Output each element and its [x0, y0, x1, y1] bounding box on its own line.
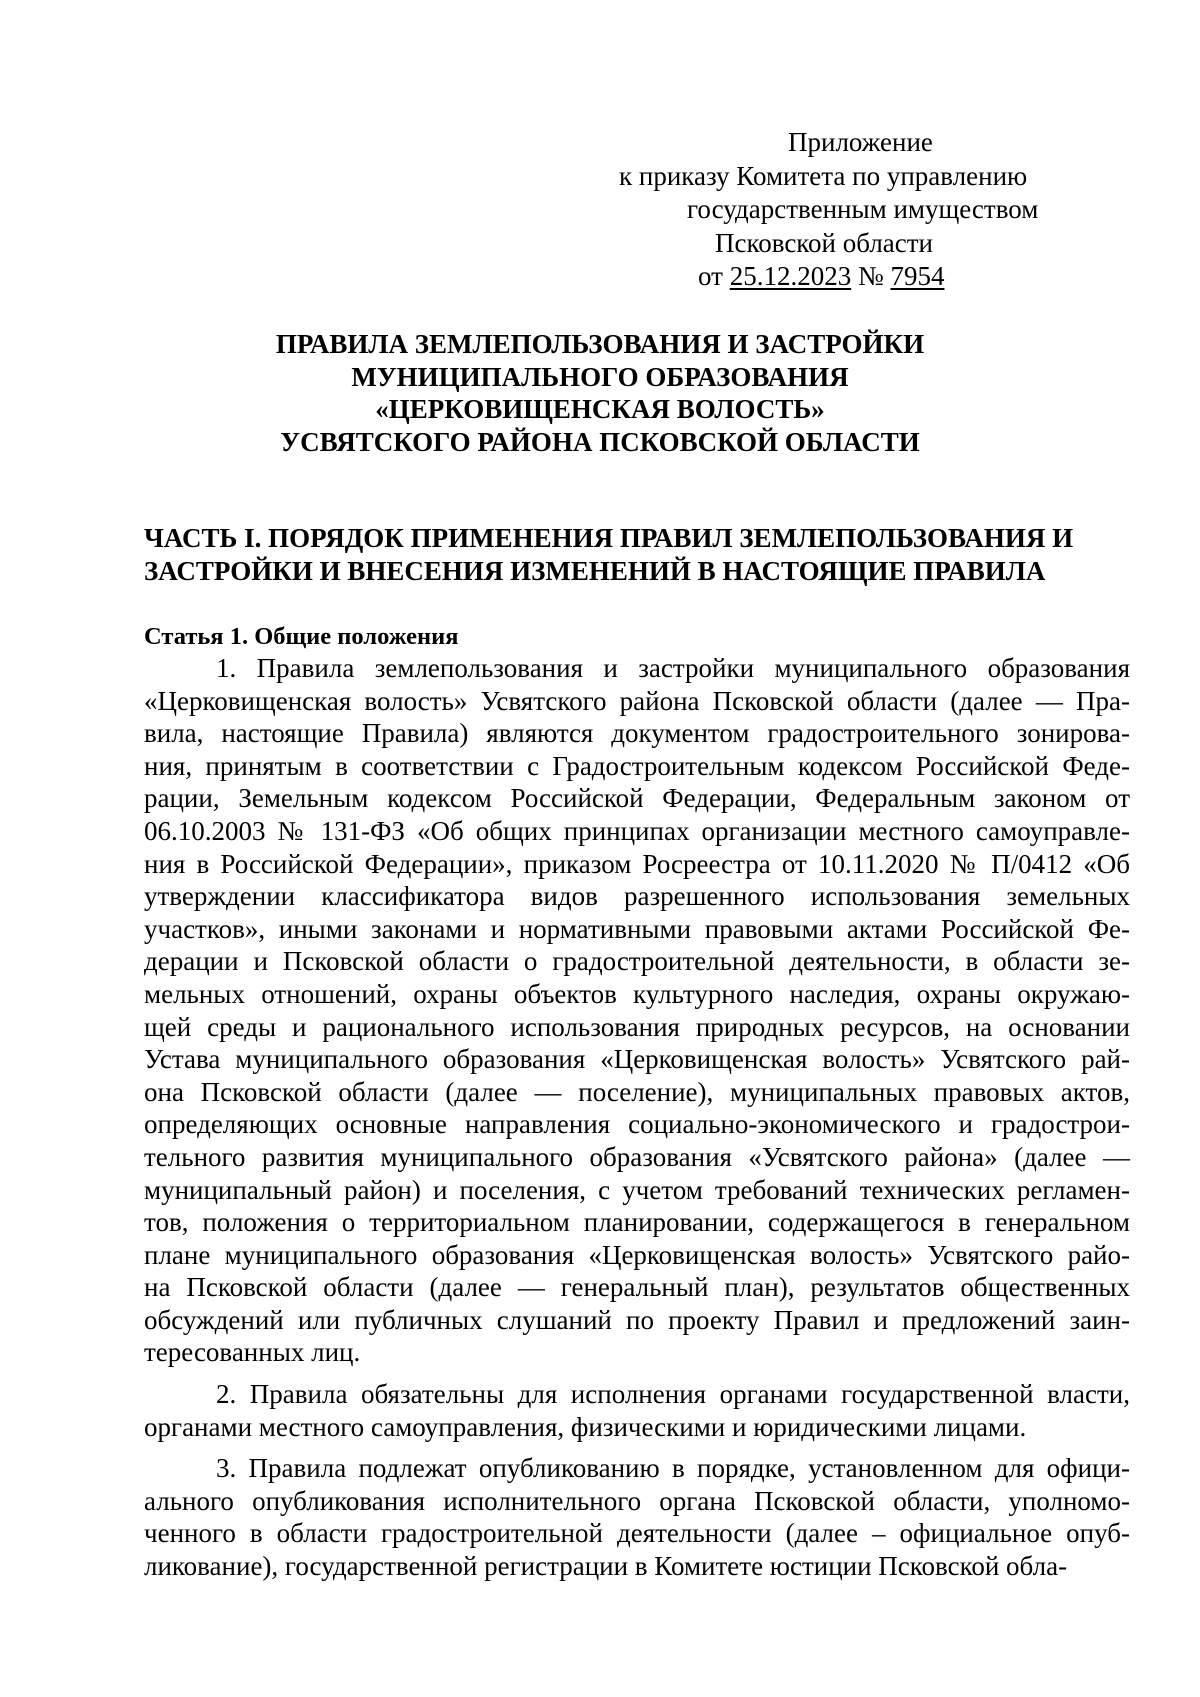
appendix-committee: государственным имуществом — [687, 194, 1039, 225]
paragraph-line: определяющих основные направления социально-экономического и градострои- — [144, 1109, 1130, 1140]
paragraph-line: ченного в области градостроительной деятельности (далее – официальное опуб- — [144, 1518, 1130, 1549]
date-prefix: от — [698, 261, 730, 292]
appendix-block — [600, 126, 1120, 294]
title-line-1: ПРАВИЛА ЗЕМЛЕПОЛЬЗОВАНИЯ И ЗАСТРОЙКИ — [275, 329, 925, 359]
paragraph-line: тов, положения о территориальном планировании, содержащегося в генеральном — [144, 1207, 1130, 1238]
paragraph-line: утверждении классификатора видов разрешенного использования земельных — [144, 881, 1130, 912]
appendix-order-ref: к приказу Комитета по управлению — [619, 160, 1028, 191]
paragraph-line: мельных отношений, охраны объектов культурного наследия, охраны окружаю- — [144, 978, 1130, 1009]
part-heading — [144, 522, 1130, 588]
paragraph-2 — [144, 1378, 1130, 1443]
number-prefix: № — [851, 261, 891, 292]
paragraph-line: ния в Российской Федерации», приказом Росреестра от 10.11.2020 № П/0412 «Об — [144, 848, 1130, 879]
paragraph-line: вила, настоящие Правила) являются документом градостроительного зонирова- — [144, 718, 1130, 749]
paragraph-line: 1. Правила землепользования и застройки муниципального образования — [216, 653, 1130, 683]
paragraph-line: ального опубликования исполнительного органа Псковской области, уполномо- — [144, 1485, 1130, 1516]
paragraph-line: муниципальный район) и поселения, с учетом требований технических регламен- — [144, 1174, 1130, 1205]
appendix-date-line — [600, 260, 1120, 294]
title-line-3: «ЦЕРКОВИЩЕНСКАЯ ВОЛОСТЬ» — [375, 394, 825, 424]
paragraph-line: 3. Правила подлежат опубликованию в порядке, установленном для офици- — [216, 1453, 1130, 1484]
part-heading-line-1: ЧАСТЬ I. ПОРЯДОК ПРИМЕНЕНИЯ ПРАВИЛ ЗЕМЛЕПОЛЬЗОВАНИЯ И — [144, 523, 1074, 553]
order-date: 25.12.2023 — [729, 261, 852, 292]
part-heading-line-2: ЗАСТРОЙКИ И ВНЕСЕНИЯ ИЗМЕНЕНИЙ В НАСТОЯЩИЕ ПРАВИЛА — [144, 556, 1046, 586]
paragraph-line: «Церковищенская волость» Усвятского района Псковской области (далее — Пра- — [144, 685, 1130, 716]
paragraph-line: рации, Земельным кодексом Российской Федерации, Федеральным законом от — [144, 783, 1130, 814]
document-title — [130, 328, 1070, 458]
paragraph-line: органами местного самоуправления, физическими и юридическими лицами. — [144, 1411, 1027, 1442]
paragraph-line: тересованных лиц. — [144, 1337, 361, 1368]
paragraph-line: плане муниципального образования «Церковищенская волость» Усвятского райо- — [144, 1239, 1130, 1270]
title-line-4: УСВЯТСКОГО РАЙОНА ПСКОВСКОЙ ОБЛАСТИ — [280, 426, 920, 457]
paragraph-line: ния, принятым в соответствии с Градостроительным кодексом Российской Феде- — [144, 750, 1130, 781]
article-heading: Статья 1. Общие положения — [144, 623, 459, 650]
appendix-label: Приложение — [788, 127, 933, 157]
paragraph-line: 2. Правила обязательны для исполнения органами государственной власти, — [216, 1379, 1130, 1410]
paragraph-line: обсуждений или публичных слушаний по проекту Правил и предложений заин- — [144, 1304, 1130, 1335]
paragraph-3 — [144, 1452, 1130, 1582]
paragraph-1 — [144, 652, 1130, 1369]
paragraph-line: на Псковской области (далее — генеральный план), результатов общественных — [144, 1272, 1130, 1303]
paragraph-line: она Псковской области (далее — поселение), муниципальных правовых актов, — [144, 1076, 1130, 1107]
paragraph-line: Устава муниципального образования «Церковищенская волость» Усвятского рай- — [144, 1044, 1130, 1075]
paragraph-line: щей среды и рационального использования природных ресурсов, на основании — [144, 1011, 1130, 1042]
paragraph-line: тельного развития муниципального образования «Усвятского района» (далее — — [144, 1141, 1130, 1172]
order-number: 7954 — [890, 261, 945, 292]
article-body — [144, 652, 1130, 1583]
title-line-2: МУНИЦИПАЛЬНОГО ОБРАЗОВАНИЯ — [351, 361, 849, 392]
paragraph-line: 06.10.2003 № 131-ФЗ «Об общих принципах организации местного самоуправле- — [144, 815, 1130, 846]
appendix-region: Псковской области — [715, 227, 934, 258]
paragraph-line: ликование), государственной регистрации в Комитете юстиции Псковской обла- — [144, 1551, 1068, 1582]
paragraph-line: участков», иными законами и нормативными правовыми актами Российской Фе- — [144, 913, 1130, 944]
paragraph-line: дерации и Псковской области о градостроительной деятельности, в области зе- — [144, 946, 1130, 977]
